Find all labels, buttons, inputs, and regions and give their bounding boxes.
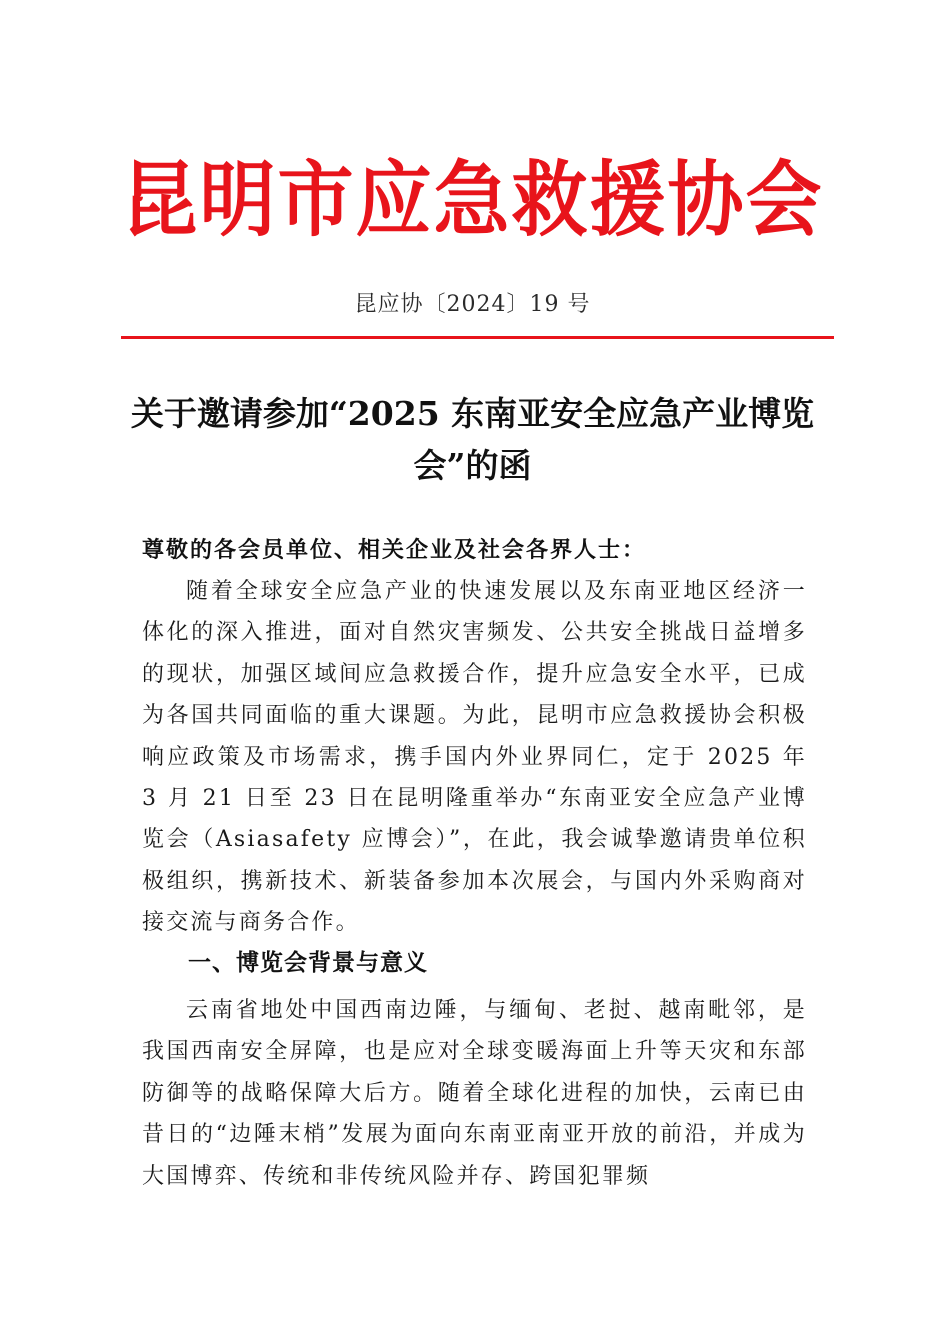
section-heading-background: 一、博览会背景与意义 <box>188 949 428 976</box>
body-paragraph-background: 云南省地处中国西南边陲，与缅甸、老挝、越南毗邻，是我国西南安全屏障，也是应对全球变暖海面上升等天灾和东部防御等的战略保障大后方。随着全球化进程的加快，云南已由昔日的“边陲末梢”发展为面向东南亚南亚开放的前沿，并成为大国博弈、传统和非传统风险并存、跨国犯罪频 <box>142 998 807 1189</box>
body-paragraph-intro: 随着全球安全应急产业的快速发展以及东南亚地区经济一体化的深入推进，面对自然灾害频发、公共安全挑战日益增多的现状，加强区域间应急救援合作，提升应急安全水平，已成为各国共同面临的重大课题。为此，昆明市应急救援协会积极响应政策及市场需求，携手国内外业界同仁，定于 2025 年 3 月 21 日至 23 日在昆明隆重举办“东南亚安全应急产业博览会（Asiasafety 应博会）”，在此，我会诚挚邀请贵单位积极组织，携新技术、新装备参加本次展会，与国内外采购商对接交流与商务合作。 <box>142 579 807 936</box>
salutation: 尊敬的各会员单位、相关企业及社会各界人士： <box>142 537 647 563</box>
organization-header: 昆明市应急救援协会 <box>121 151 824 248</box>
document-number: 昆应协〔2024〕19 号 <box>354 292 591 317</box>
red-divider-line <box>121 336 834 339</box>
document-title: 关于邀请参加“2025 东南亚安全应急产业博览会”的函 <box>130 394 815 485</box>
